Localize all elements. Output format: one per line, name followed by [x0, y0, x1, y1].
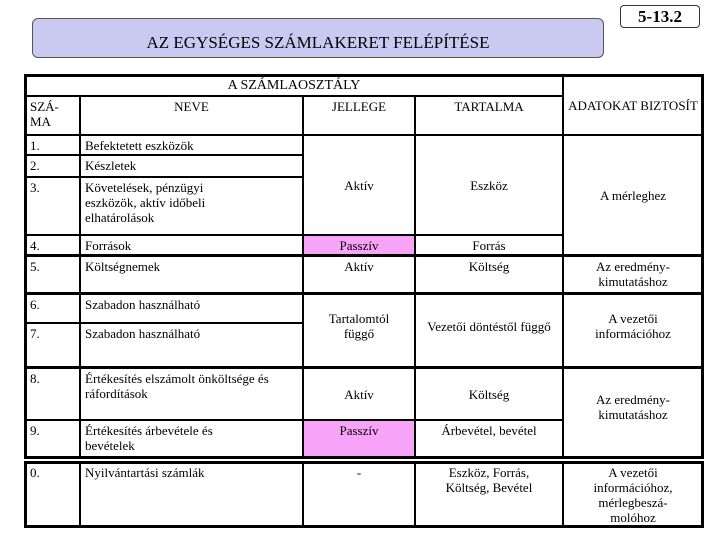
tartalma-forras: Forrás [415, 235, 563, 256]
divider [25, 292, 703, 295]
header-neve: NEVE [80, 96, 303, 135]
tartalma-eszkoz: Eszköz [415, 135, 563, 235]
adatokat-merleghez: A mérleghez [563, 135, 703, 256]
adatokat-eredmenykimutatas: Az eredmény-kimutatáshoz [563, 256, 703, 294]
header-szama: SZÁ- MA [25, 96, 80, 135]
slide-code: 5-13.2 [620, 5, 700, 28]
row-name: Források [80, 235, 303, 256]
row-name: Készletek [80, 155, 303, 177]
divider [25, 254, 703, 257]
row-num: 1. [25, 135, 80, 155]
row-num: 4. [25, 235, 80, 256]
row-num: 9. [25, 420, 80, 458]
header-adatokat: ADATOKAT BIZTOSÍT [563, 75, 703, 135]
row-name: Értékesítés árbevétele és bevételek [80, 420, 303, 458]
jellege-tartalomtol-fuggo: Tartalomtól függő [303, 294, 415, 368]
tartalma-osszes: Eszköz, Forrás, Költség, Bevétel [415, 462, 563, 527]
adatokat-vezetoi-merleg: A vezetői információhoz, mérlegbeszá-molóhoz [563, 462, 703, 527]
row-num: 2. [25, 155, 80, 177]
row-num: 7. [25, 323, 80, 368]
divider [25, 366, 703, 369]
row-num: 6. [25, 294, 80, 323]
row-name: Értékesítés elszámolt önköltsége és ráfordítások [80, 368, 303, 420]
page-title: AZ EGYSÉGES SZÁMLAKERET FELÉPÍTÉSE [32, 18, 604, 58]
row-name: Követelések, pénzügyi eszközök, aktív időbeli elhatárolások [80, 177, 303, 235]
row-num: 0. [25, 462, 80, 527]
jellege-aktiv: Aktív [303, 256, 415, 294]
adatokat-eredmenykimutatas: Az eredmény-kimutatáshoz [563, 368, 703, 458]
row-num: 3. [25, 177, 80, 235]
jellege-passziv: Passzív [303, 235, 415, 256]
row-name: Költségnemek [80, 256, 303, 294]
row-name: Befektetett eszközök [80, 135, 303, 155]
row-num: 5. [25, 256, 80, 294]
header-jellege: JELLEGE [303, 96, 415, 135]
header-tartalma: TARTALMA [415, 96, 563, 135]
jellege-aktiv: Aktív [303, 135, 415, 235]
tartalma-vezetoi-dontes: Vezetői döntéstől függő [415, 294, 563, 368]
jellege-aktiv: Aktív [303, 368, 415, 420]
adatokat-vezetoi-informacio: A vezetői információhoz [563, 294, 703, 368]
tartalma-arbevetel: Árbevétel, bevétel [415, 420, 563, 458]
jellege-none: - [303, 462, 415, 527]
tartalma-koltseg: Költség [415, 256, 563, 294]
row-name: Szabadon használható [80, 323, 303, 368]
header-group: A SZÁMLAOSZTÁLY [25, 75, 563, 96]
row-name: Szabadon használható [80, 294, 303, 323]
jellege-passziv: Passzív [303, 420, 415, 458]
row-num: 8. [25, 368, 80, 420]
tartalma-koltseg: Költség [415, 368, 563, 420]
row-name: Nyilvántartási számlák [80, 462, 303, 527]
